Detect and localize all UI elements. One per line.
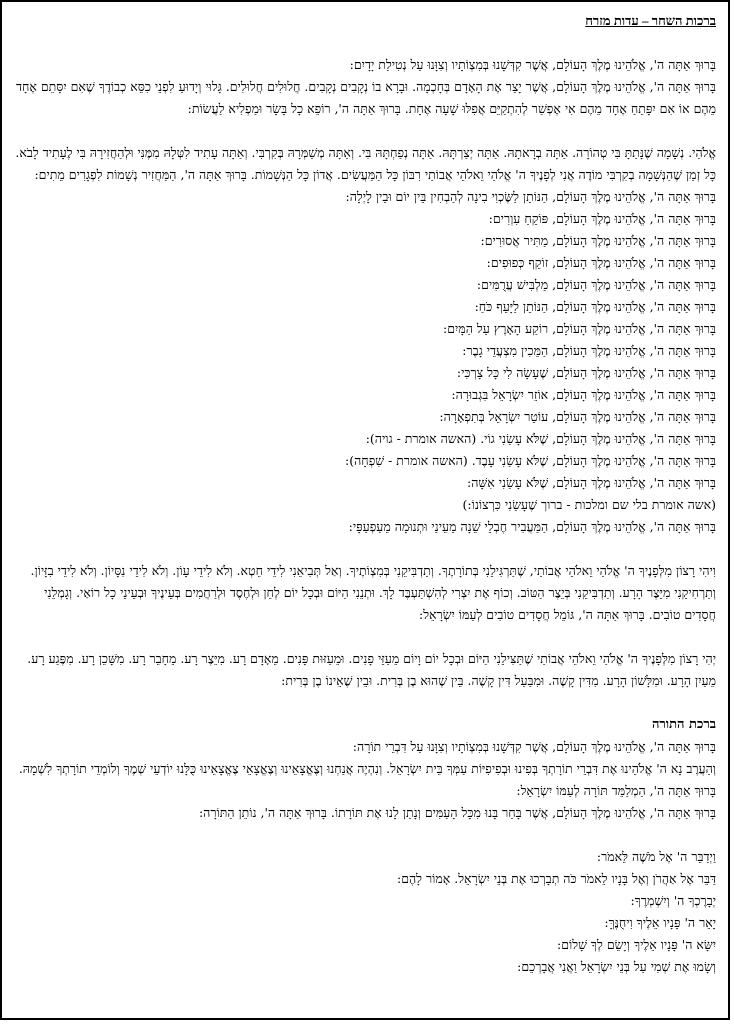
page-title: ברכות השחר – עדות מזרח xyxy=(585,13,716,28)
blessing-line: בָּרוּךְ אַתָּה ה', אֱלֹהֵינוּ מֶלֶךְ הָעוֹלָם, מַלְבִּישׁ עֲרֻמִּים: xyxy=(476,277,716,292)
blessing-line: בָּרוּךְ אַתָּה ה', אֱלֹהֵינוּ מֶלֶךְ הָעוֹלָם, הַנּוֹתֵן לַיָּעֵף כֹּחַ: xyxy=(474,299,716,314)
blessing-line: בָּרוּךְ אַתָּה ה', אֱלֹהֵינוּ מֶלֶךְ הָעוֹלָם, זוֹקֵף כְּפוּפִים: xyxy=(486,255,716,270)
torah-blessing-line: בָּרוּךְ אַתָּה ה', אֱלֹהֵינוּ מֶלֶךְ הָעוֹלָם, אֲשֶׁר בָּחַר בָּנוּ מִכָּל הָעַמִּים וְנָתַן לָנוּ אֶת תּוֹרָתוֹ. בָּרוּךְ אַתָּה ה', נוֹתֵן הַתּוֹרָה: xyxy=(198,805,716,820)
blessing-line: (אשה אומרת בלי שם ומלכות - ברוך שֶׁעָשַׂנִי כִּרְצוֹנוֹ:) xyxy=(462,497,716,512)
blessing-line: בָּרוּךְ אַתָּה ה', אֱלֹהֵינוּ מֶלֶךְ הָעוֹלָם, שֶׁלֹּא עָשַׂנִי אִשָּׁה: xyxy=(467,475,716,490)
blessing-line: בָּרוּךְ אַתָּה ה', אֱלֹהֵינוּ מֶלֶךְ הָעוֹלָם, הַנּוֹתֵן לַשֶּׂכְוִי בִינָה לְהַבְחִין בֵּין יוֹם וּבֵין לָיְלָה: xyxy=(345,189,716,204)
elohai-neshama-paragraph: אֱלֹהַי. נְשָׁמָה שֶׁנָּתַתָּ בִּי טְהוֹרָה. אַתָּה בְרָאתָהּ. אַתָּה יְצַרְתָּהּ. אַתָּה נְפַחְתָּהּ בִּי. וְאַתָּה מְשַׁמְּרָהּ בְּקִרְבִּי. וְאַתָּה עָתִיד לִטְּלָהּ מִמֶּנִּי וּלְהַחֲזִירָהּ בִּי לֶעָתִיד לָבֹא. כָּל זְמַן שֶׁהַנְּשָׁמָה בְקִרְבִּי מוֹדֶה אֲנִי לְפָנֶיךָ ה' אֱלֹהַי וֵאלֹהֵי אֲבוֹתַי רִבּוֹן כָּל הַמַּעֲשִׂים. אֲדוֹן כָּל הַנְּשָׁמוֹת. בָּרוּךְ אַתָּה ה', הַמַּחֲזִיר נְשָׁמוֹת לִפְגָרִים מֵתִים: xyxy=(15,145,716,182)
blessing-line: בָּרוּךְ אַתָּה ה', אֱלֹהֵינוּ מֶלֶךְ הָעוֹלָם, שֶׁלֹּא עָשַׂנִי גוֹי. (האשה אומרת - גויה): xyxy=(365,431,716,446)
blessing-line: בָּרוּךְ אַתָּה ה', אֱלֹהֵינוּ מֶלֶךְ הָעוֹלָם, שֶׁלֹּא עָשַׂנִי עָבֶד. (האשה אומרת - שִׁפְחָה): xyxy=(345,453,716,468)
blessing-line: בָּרוּךְ אַתָּה ה', אֱלֹהֵינוּ מֶלֶךְ הָעוֹלָם, עוֹטֵר יִשְׂרָאֵל בְּתִפְאָרָה: xyxy=(439,409,716,424)
birkat-kohanim-line: יִשָּׂא ה' פָּנָיו אֵלֶיךָ וְיָשֵׂם לְךָ שָׁלוֹם: xyxy=(557,937,716,952)
birkat-kohanim-line: דַּבֵּר אֶל אַהֲרֹן וְאֶל בָּנָיו לֵאמֹר כֹּה תְבָרְכוּ אֶת בְּנֵי יִשְׂרָאֵל. אָמוֹר לָהֶם: xyxy=(396,871,716,886)
blessing-line: בָּרוּךְ אַתָּה ה', אֱלֹהֵינוּ מֶלֶךְ הָעוֹלָם, אוֹזֵר יִשְׂרָאֵל בִּגְבוּרָה: xyxy=(451,387,716,402)
blessing-line: בָּרוּךְ אַתָּה ה', אֱלֹהֵינוּ מֶלֶךְ הָעוֹלָם, הַמֵּכִין מִצְעֲדֵי גָבֶר: xyxy=(462,343,716,358)
birkat-kohanim-line: יָאֵר ה' פָּנָיו אֵלֶיךָ וִיחֻנֶּךָּ: xyxy=(604,915,716,930)
blessing-line: בָּרוּךְ אַתָּה ה', אֱלֹהֵינוּ מֶלֶךְ הָעוֹלָם, שֶׁעָשָׂה לִי כָּל צָרְכִּי: xyxy=(456,365,716,380)
asher-yatzar-paragraph: בָּרוּךְ אַתָּה ה', אֱלֹהֵינוּ מֶלֶךְ הָעוֹלָם, אֲשֶׁר יָצַר אֶת הָאָדָם בְּחָכְמָה. וּבָרָא בוֹ נְקָבִים נְקָבִים. חֲלוּלִים חֲלוּלִים. גָּלוּי וְיָדוּעַ לִפְנֵי כִסֵּא כְבוֹדֶךָ שֶׁאִם יִסָּתֵם אֶחָד מֵהֶם אוֹ אִם יִפָּתֵחַ אֶחָד מֵהֶם אִי אֶפְשַׁר לְהִתְקַיֵּם אֲפִלּוּ שָׁעָה אֶחָת. בָּרוּךְ אַתָּה ה', רוֹפֵא כָל בָּשָׂר וּמַפְלִיא לַעֲשׂוֹת: xyxy=(15,79,716,116)
netilat-yadayim-blessing: בָּרוּךְ אַתָּה ה', אֱלֹהֵינוּ מֶלֶךְ הָעוֹלָם, אֲשֶׁר קִדְּשָׁנוּ בְּמִצְוֹתָיו וְצִוָּנוּ עַל נְטִילַת יָדָיִם: xyxy=(349,57,716,72)
birkat-kohanim-line: וַיְדַבֵּר ה' אֶל מֹשֶׁה לֵּאמֹר: xyxy=(596,849,716,864)
birkat-kohanim-line: וְשָׂמוּ אֶת שְׁמִי עַל בְּנֵי יִשְׂרָאֵל וַאֲנִי אֲבָרְכֵם: xyxy=(517,959,716,974)
torah-blessing-heading: ברכת התורה xyxy=(651,717,716,732)
birkat-kohanim-line: יְבָרֶכְךָ ה' וְיִשְׁמְרֶךָ: xyxy=(630,893,716,908)
blessing-line: בָּרוּךְ אַתָּה ה', אֱלֹהֵינוּ מֶלֶךְ הָעוֹלָם, רוֹקַע הָאָרֶץ עַל הַמָּיִם: xyxy=(443,321,716,336)
blessing-line: בָּרוּךְ אַתָּה ה', אֱלֹהֵינוּ מֶלֶךְ הָעוֹלָם, מַתִּיר אֲסוּרִים: xyxy=(480,233,716,248)
blessing-line: בָּרוּךְ אַתָּה ה', אֱלֹהֵינוּ מֶלֶךְ הָעוֹלָם, פּוֹקֵחַ עִוְרִים: xyxy=(488,211,716,226)
yehi-ratzon-paragraph-1: וִיהִי רָצוֹן מִלְּפָנֶיךָ ה' אֱלֹהַי וֵאלֹהֵי אֲבוֹתַי, שֶׁתַּרְגִּילֵנִי בְּתוֹרָתֶךָ. וְתַדְבִּיקֵנִי בְּמִצְוֹתֶיךָ. וְאַל תְּבִיאֵנִי לִידֵי חֵטְא. וְלֹא לִידֵי עָוֹן. וְלֹא לִידֵי נִסָּיוֹן. וְלֹא לִידֵי בִזָּיוֹן. וְתַרְחִיקֵנִי מִיֵּצֶר הָרָע. וְתַדְבִּיקֵנִי בְּיֵצֶר הַטּוֹב. וְכוֹף אֶת יִצְרִי לְהִשְׁתַּעְבֶּד לָךְ. וּתְנֵנִי הַיּוֹם וּבְכָל יוֹם לְחֵן וּלְחֶסֶד וּלְרַחֲמִים בְּעֵינֶיךָ וּבְעֵינֵי כָל רוֹאַי. וְגָמְלֵנִי חֲסָדִים טוֹבִים. בָּרוּךְ אַתָּה ה', גּוֹמֵל חֲסָדִים טוֹבִים לְעַמּוֹ יִשְׂרָאֵל: xyxy=(30,563,716,622)
blessing-line: בָּרוּךְ אַתָּה ה', אֱלֹהֵינוּ מֶלֶךְ הָעוֹלָם, הַמַּעֲבִיר חֶבְלֵי שֵׁנָה מֵעֵינַי וּתְנוּמָה מֵעַפְעַפָּי: xyxy=(348,519,716,534)
yehi-ratzon-paragraph-2: יְהִי רָצוֹן מִלְּפָנֶיךָ ה' אֱלֹהַי וֵאלֹהֵי אֲבוֹתַי שֶׁתַּצִּילֵנִי הַיּוֹם וּבְכָל יוֹם וָיוֹם מֵעַזֵּי פָנִים. וּמֵעַזּוּת פָּנִים. מֵאָדָם רָע. מִיֵּצֶר רָע. מֵחָבֵר רָע. מִשָּׁכֵן רָע. מִפֶּגַע רָע. מֵעַיִן הָרָע. וּמִלָּשׁוֹן הָרָע. מִדִּין קָשֶׁה. וּמִבַּעַל דִּין קָשֶׁה. בֵּין שֶׁהוּא בֶן בְּרִית. וּבֵין שֶׁאֵינוֹ בֶן בְּרִית: xyxy=(27,651,716,688)
document-body xyxy=(14,10,716,1012)
vehaarev-paragraph: וְהַעֲרֶב נָא ה' אֱלֹהֵינוּ אֶת דִּבְרֵי תוֹרָתְךָ בְּפִינוּ וּבְפִיפִיּוֹת עַמְּךָ בֵּית יִשְׂרָאֵל. וְנִהְיֶה אֲנַחְנוּ וְצֶאֱצָאֵינוּ וְצֶאֱצָאֵי צֶאֱצָאֵינוּ כֻּלָּנוּ יוֹדְעֵי שְׁמֶךָ וְלוֹמְדֵי תוֹרָתְךָ לִשְׁמָהּ. בָּרוּךְ אַתָּה ה', הַמְלַמֵּד תּוֹרָה לְעַמּוֹ יִשְׂרָאֵל: xyxy=(18,761,716,798)
torah-blessing-line: בָּרוּךְ אַתָּה ה', אֱלֹהֵינוּ מֶלֶךְ הָעוֹלָם, אֲשֶׁר קִדְּשָׁנוּ בְּמִצְוֹתָיו וְצִוָּנוּ עַל דִּבְרֵי תוֹרָה: xyxy=(352,739,716,754)
